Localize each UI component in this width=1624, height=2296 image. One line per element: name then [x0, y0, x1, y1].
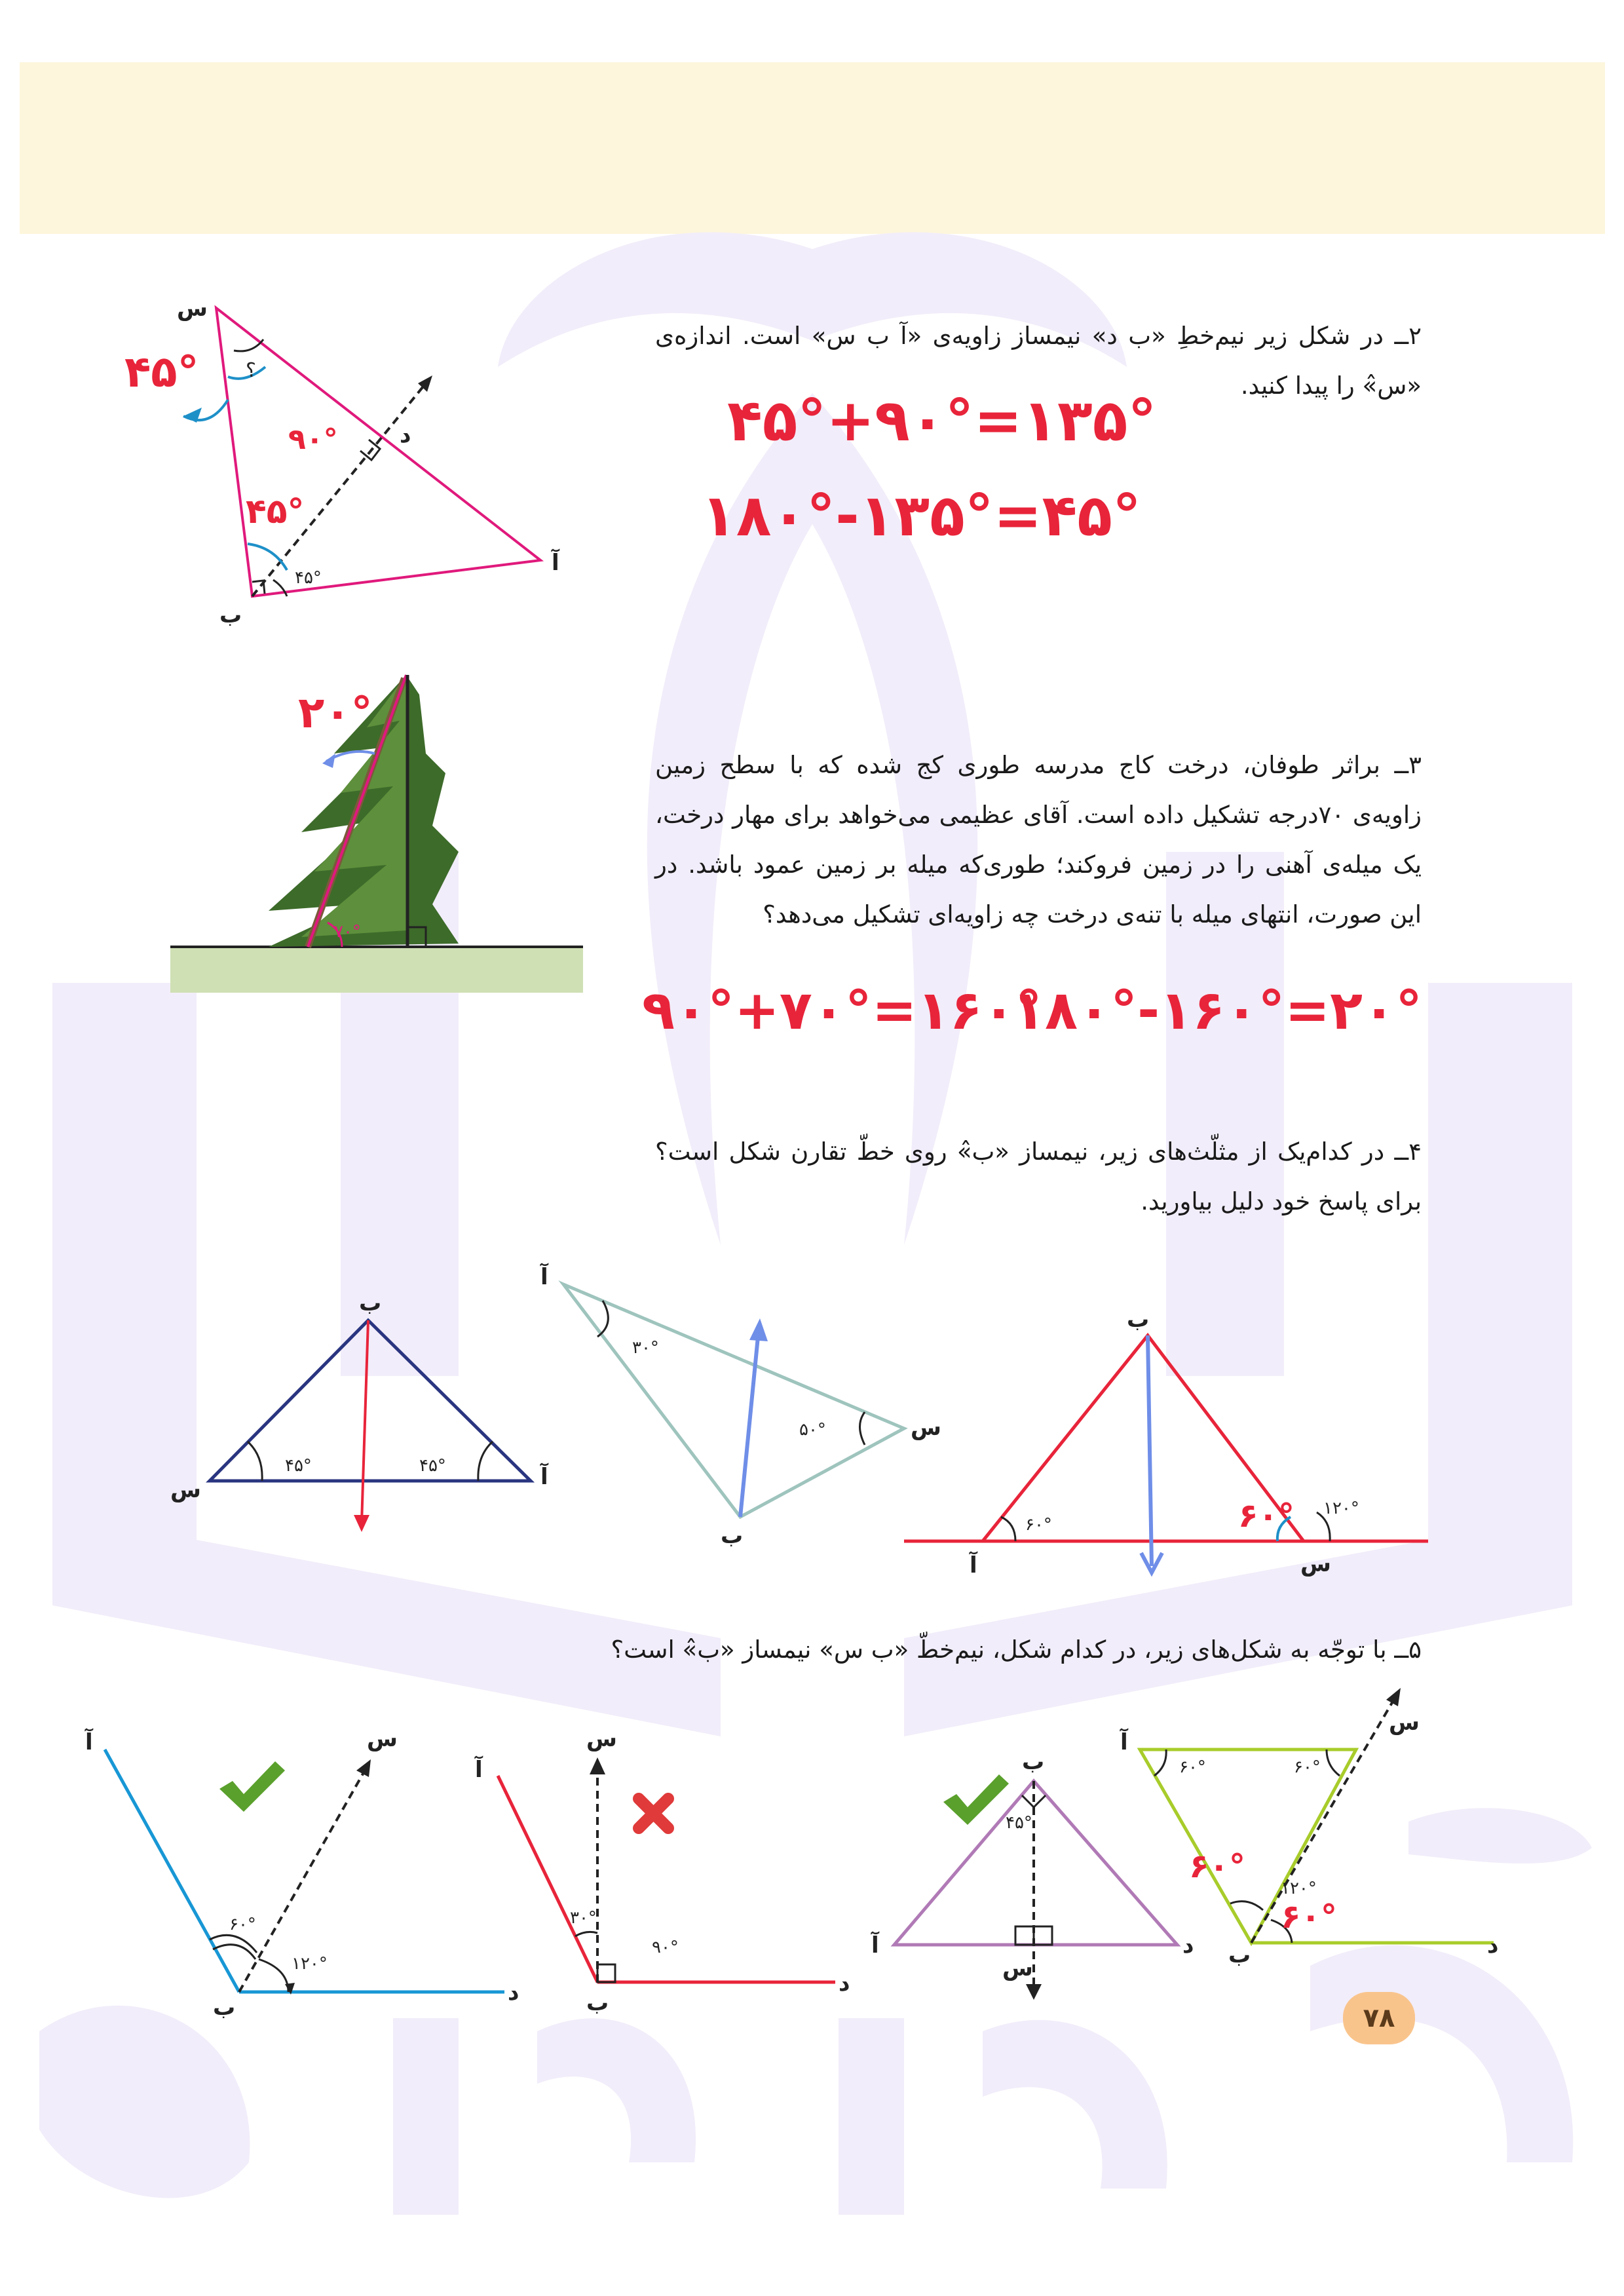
q5-f1-angle-2: ۱۲۰°: [292, 1954, 328, 1974]
q5-f3-label-b: ب: [1022, 1749, 1045, 1775]
q5-f3-label-a: آ: [871, 1932, 879, 1959]
q5-f4-label-b: ب: [1228, 1942, 1251, 1968]
q5-figure-2: [472, 1717, 878, 2018]
q3-angle-ground: ۷۰°: [334, 922, 361, 942]
q4-t3-label-b: ب: [1127, 1307, 1150, 1333]
q2-label-d: د: [400, 422, 411, 448]
q5-f1-label-a: آ: [85, 1729, 93, 1755]
q4-t3-hw-angle-s: ۶۰°: [1238, 1497, 1295, 1535]
q5-f2-cross-icon: [639, 1799, 668, 1828]
q4-t3-label-a: آ: [970, 1552, 977, 1578]
q2-label-s: س: [177, 296, 208, 322]
q5-f1-label-b: ب: [213, 1995, 236, 2018]
q4-t3-angle-out: ۱۲۰°: [1323, 1499, 1359, 1518]
q2-angle-b: ۴۵°: [295, 568, 322, 588]
q4-triangle-2: [524, 1258, 943, 1546]
page-number: ۷۸: [1343, 1992, 1415, 2044]
q4-t1-angle-s: ۴۵°: [285, 1456, 312, 1476]
q5-f1-angle-1: ۶۰°: [229, 1915, 256, 1934]
q5-f4-label-a: آ: [1120, 1729, 1128, 1755]
q2-answer-2: ۱۸۰°-۱۳۵°=۴۵°: [701, 482, 1141, 549]
q3-answer-2: ۱۸۰°-۱۶۰°=۲۰°: [1012, 980, 1423, 1042]
q4-t2-label-s: س: [911, 1415, 941, 1441]
q5-figure-4: [1114, 1684, 1507, 1972]
q4-t1-label-s: س: [170, 1477, 201, 1503]
q4-t1-label-b: ب: [359, 1290, 382, 1316]
q5-f3-label-s: س: [1002, 1955, 1033, 1981]
q4-triangle-1: [157, 1284, 576, 1546]
q5-f2-angle-2: ۹۰°: [652, 1938, 679, 1957]
q5-f2-label-d: د: [839, 1970, 850, 1997]
q5-f4-hw-angle-2: ۶۰°: [1281, 1898, 1338, 1936]
q2-label-a: آ: [552, 550, 559, 576]
q5-f2-label-s: س: [586, 1726, 617, 1752]
q4-t2-label-b: ب: [721, 1523, 744, 1546]
q5-f3-check-icon: [943, 1774, 1009, 1825]
q4-t2-label-a: آ: [540, 1264, 548, 1290]
q4-t2-angle-a: ۳۰°: [632, 1338, 659, 1358]
q5-f3-label-d: د: [1182, 1932, 1194, 1959]
q3-hw-angle-top: ۲۰°: [298, 687, 373, 738]
q3-answer-1: ۹۰°+۷۰°=۱۶۰°: [642, 980, 1042, 1042]
q5-f2-label-a: آ: [475, 1757, 483, 1783]
q5-f1-check-icon: [219, 1761, 285, 1812]
q5-f4-angle-3: ۱۲۰°: [1281, 1879, 1317, 1898]
q5-f1-label-d: د: [508, 1980, 519, 2006]
q5-f1-label-s: س: [367, 1726, 398, 1752]
q5-f4-label-s: س: [1389, 1710, 1420, 1736]
q2-hw-angle-d: ۹۰°: [288, 423, 338, 456]
q5-f4-angle-2: ۶۰°: [1294, 1757, 1321, 1777]
q4-t1-angle-a: ۴۵°: [419, 1456, 446, 1476]
q2-answer-1: ۴۵°+۹۰°=۱۳۵°: [727, 387, 1157, 454]
q4-t2-angle-s: ۵۰°: [799, 1420, 826, 1440]
q5-f2-label-b: ب: [586, 1990, 609, 2016]
q3-figure: [170, 655, 590, 996]
q2-text: ۲ــ در شکل زیر نیم‌خطِ «ب د» نیمساز زاویه‌ی «آ ب س» است. اندازه‌ی «س̂» را پیدا کنید.: [655, 322, 1422, 400]
q5-f4-hw-angle-1: ۶۰°: [1189, 1847, 1246, 1885]
q4-t3-angle-a: ۶۰°: [1025, 1515, 1052, 1535]
q4-triangle-3: [897, 1304, 1435, 1592]
q3-text: ۳ــ براثر طوفان، درخت کاج مدرسه طوری کج شده که با سطح زمین زاویه‌ی ۷۰درجه تشکیل داده است. آقای عظیمی می‌خواهد برای مهار درخت، یک میله‌ی آهنی را در زمین فروکند؛ طوری‌که میله بر زمین عمود باشد. در این صورت، انتهای میله با تنه‌ی درخت چه زاویه‌ای تشکیل می‌دهد؟: [655, 751, 1422, 928]
q5-f4-label-d: د: [1487, 1932, 1499, 1959]
q4-text: ۴ــ در کدام‌یک از مثلّث‌های زیر، نیمساز «ب̂» روی خطّ تقارن شکل است؟ برای پاسخ خود دلیل بیاورید.: [655, 1138, 1422, 1215]
q2-question-mark: ؟: [246, 359, 256, 382]
q2-hw-angle-b: ۴۵°: [246, 492, 305, 531]
q4-t3-label-s: س: [1300, 1551, 1331, 1577]
q5-f3-angle-1: ۴۵°: [1006, 1813, 1032, 1833]
q5-f4-angle-1: ۶۰°: [1179, 1757, 1206, 1777]
q2-label-b: ب: [219, 602, 242, 628]
q2-hw-angle-s: ۴۵°: [124, 347, 199, 397]
q5-f2-angle-1: ۳۰°: [570, 1908, 597, 1928]
q2-figure: [111, 288, 596, 642]
q5-text: ۵ــ با توجّه به شکل‌های زیر، در کدام شکل، نیم‌خطّ «ب س» نیمساز «ب̂» است؟: [611, 1636, 1422, 1664]
q4-t1-label-a: آ: [540, 1464, 548, 1490]
